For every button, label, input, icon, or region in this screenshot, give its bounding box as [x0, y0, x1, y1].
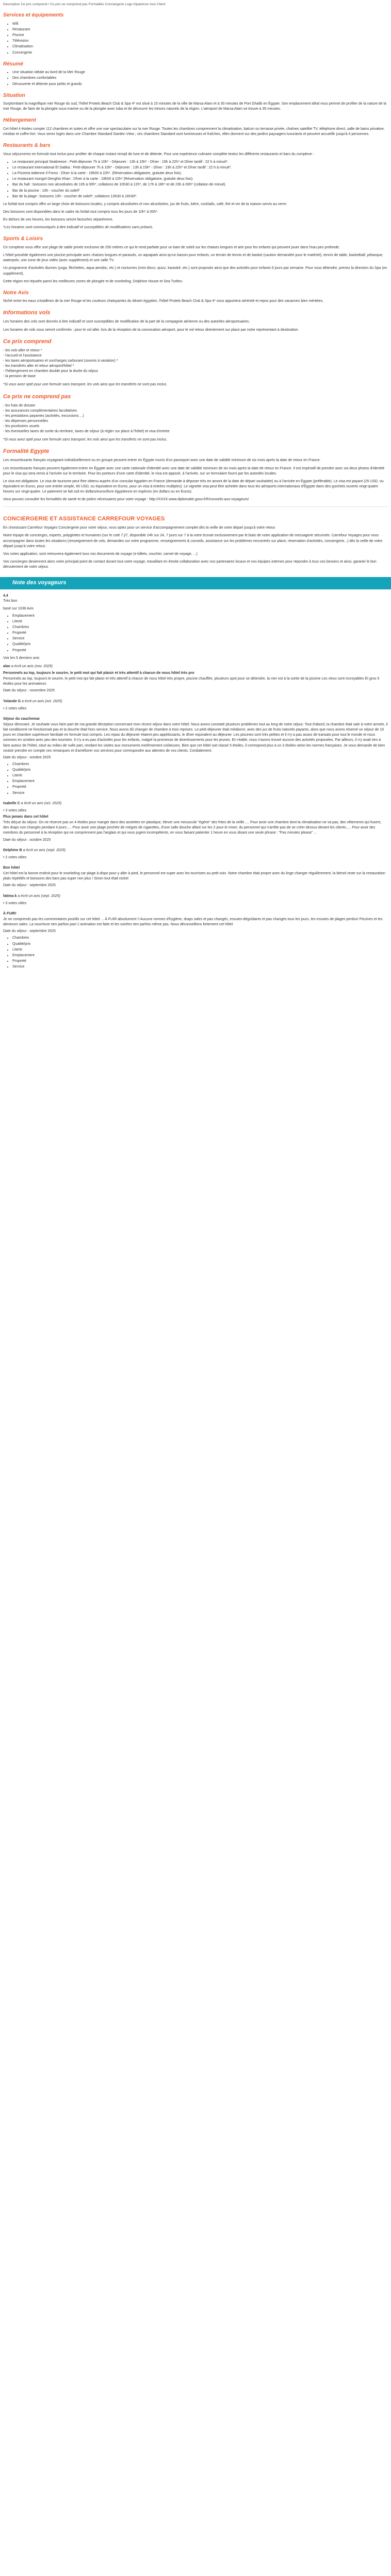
list-item: • Concergerie — [12, 50, 388, 56]
list-item: • Chambres — [12, 762, 388, 767]
ce-prix-note: *Si vous avez opté pour une formule sans transport, les vols ainsi que les transferts ne sont pas inclus. — [3, 383, 168, 387]
review-item — [3, 717, 388, 796]
top-anchor-nav[interactable]: Description Ce prix comprend / Ce prix ne comprend pas Formalités Conciergerie Logo tripadvisor Avis Client — [3, 3, 166, 6]
ce-prix-comprend-title: Ce prix comprend — [3, 338, 52, 345]
list-item: • Le restaurant international El Dabka : Petit-déjeuner 7h à 10h* - Déjeuner : 13h à 15h* - Dîner : 19h à 22h* et Dîner tardif : 22 h à minuit*. — [12, 165, 388, 171]
rating-count: basé sur 1036 Avis — [3, 606, 34, 611]
situation-title: Situation — [3, 92, 25, 98]
ne-comprend-pas-note: *Si vous avez opté pour une formule sans transport, les vols ainsi que les transferts ne sont pas inclus. — [3, 438, 168, 442]
review-author-line — [3, 664, 388, 669]
list-item: • Literie — [12, 773, 388, 778]
review-helpful-votes: • 3 votes utiles — [3, 808, 27, 812]
formalite-paragraph: Les ressortissants français peuvent également entrer en Égypte avec une carte nationale d'identité avec une date de validité minimum de six mois après la date de retour en France. Il est impératif de prendre avec soi deux photos d'identité pour le visa qui sera remis à l'arrivée sur le territoire. Pour les porteurs d'une carte d'identité, le visa est apposé, à l'arrivée, sur un formulaire fourni par les autorités locales. — [3, 466, 385, 476]
review-author: Delphine B — [3, 848, 22, 852]
hebergement-text: Cet hôtel 4 étoiles compte 112 chambres et suites et offre une vue spectaculaire sur la mer Rouge. Toutes les chambres comprennent la climatisation, balcon ou terrasse privée, chaînes satellite TV, téléphone direct, salle de bains privative, minibar et coffre-fort. Vous serez logés dans une Chambre Standard Garden View ; ces chambres Standard sont lumineuses et fraîches, elles donnent sur des jardins paysagers luxuriants et peuvent accueillir jusqu'à 4 personnes. — [3, 127, 385, 137]
review-title: Séjour du cauchemar — [3, 717, 40, 721]
list-item: • Une situation idéale au bord de la Mer Rouge — [12, 70, 388, 75]
restaurants-intro: Vous séjournerez en formule tout inclus pour profiter de chaque instant rempli de luxe et de détente. Pour une expérience culinaire complète testez les différents restaurants et bars du complexe : — [3, 152, 314, 156]
list-item: • Qualité/prix — [12, 642, 388, 647]
list-item: • Wifi — [12, 22, 388, 27]
conciergerie-paragraph: Vos notes application, sont retrouvera également tous vos documents de voyage (e-billets, voucher, carnet de voyage, ...) — [3, 552, 198, 556]
rating-summary — [3, 594, 388, 661]
ne-comprend-pas-title: Ce prix ne comprend pas — [3, 393, 71, 400]
list-item: • Propreté — [12, 785, 388, 790]
hebergement-title: Hébergement — [3, 117, 36, 124]
divider — [3, 506, 388, 507]
list-item: - les dépenses personnelles — [3, 419, 48, 423]
restaurants-paragraph: Des boissons sont disponibles dans le cadre du forfait tout compris tous les jours de 10h* à 00h*. — [3, 210, 158, 214]
conciergerie-paragraph: En choisissant Carrefour Voyages Conciergerie pour votre séjour, vous optez pour un service d'accompagnement complet dès la veille de votre départ jusqu'à votre retour. — [3, 526, 276, 530]
review-item — [3, 848, 388, 860]
list-item: • Le restaurant principal Seabreeze : Petit-déjeuner 7h à 10h* - Déjeuner : 13h à 15h* - Dîner : 19h à 22h* et Dîner tardif : 22 h à minuit*. — [12, 160, 388, 165]
list-item: • Emplacement — [12, 614, 388, 619]
review-item — [3, 866, 388, 889]
list-item: • Des chambres confortables — [12, 76, 388, 81]
review-author-line — [3, 699, 388, 704]
list-item: • Piscine — [12, 33, 388, 38]
review-title: À FUIR! — [3, 911, 17, 916]
review-item — [3, 699, 388, 711]
list-item: • Emplacement — [12, 779, 388, 784]
rating-score: 4,4 — [3, 594, 8, 598]
conciergerie-title: CONCIERGERIE ET ASSISTANCE CARREFOUR VOYAGES — [3, 516, 165, 522]
sports-paragraph: L'hôtel possède également une piscine principale avec chaises longues et parasols, un aquapark ainsi qu'un bassin pour enfants, un terrain de tennis et de basket (caution demandée pour le matériel), tennis de table, basketball, pétanque, waterpolo, une zone de jeux vidéo (avec supplément) et une salle TV. — [3, 253, 383, 263]
review-stay-date: Date du séjour : septembre 2025 — [3, 884, 56, 888]
review-helpful-votes: • 2 votes utiles — [3, 706, 27, 710]
infos-vols-title: Informations vols — [3, 310, 51, 316]
list-item: - les frais de dossier — [3, 403, 36, 408]
infos-vols-paragraph: Les horaires de vols vous seront confirmés : pour le vol aller, lors de la réception de la convocation aéroport, pour le vol retour directement sur place par notre représentant à destination. — [3, 328, 299, 332]
list-item: • Service — [12, 791, 388, 796]
ne-comprend-pas-list — [3, 403, 388, 435]
reviews-banner: Note des voyageurs — [0, 577, 391, 589]
review-stay-date: Date du séjour : octobre 2025 — [3, 838, 51, 842]
page-root — [0, 0, 391, 985]
list-item: • Restaurant — [12, 27, 388, 32]
rating-label: Très bon — [3, 599, 18, 603]
restaurants-paragraph: Le forfait tout compris offre un large choix de boissons locales, y compris alcoolisées et non alcoolisées, jus de fruits, bière, cocktails, café, thé et vin de la maison servis au verre. — [3, 202, 287, 206]
review-body: Cet hôtel est la bonne endroit pour le snorkeling car plage à dispo pour y aller à pied, le personnel est super avec les tourristes au petit soin. Notre chambre était propre avec du linge changer régulièrement, la bémol reste sur la restauration plats répétitifs et boissons des bars pas super non plus ! Sinon tout était nickel — [3, 872, 385, 881]
list-item: • Chambres — [12, 936, 388, 941]
review-meta: a écrit un avis (sept. 2025) — [22, 848, 66, 852]
list-item: • Télévision — [12, 39, 388, 44]
list-item: • Service — [12, 636, 388, 641]
list-item: • Literie — [12, 947, 388, 953]
review-title: Bon hôtel — [3, 866, 20, 870]
reviews-count-link[interactable]: Voir les 5 derniers avis — [3, 656, 40, 660]
list-item: • Propreté — [12, 631, 388, 636]
list-item: • Literie — [12, 619, 388, 624]
review-author-line — [3, 894, 388, 899]
review-helpful-votes: • 2 votes utiles — [3, 855, 27, 859]
review-stay-date: Date du séjour : septembre 2025 — [3, 929, 56, 934]
list-item: • Climatisation — [12, 44, 388, 49]
sports-paragraph: Cette région est réputée parmi les meilleures zones de plongée et de snorkeling, Dolphine House et Sea Turtles. — [3, 279, 183, 283]
list-item: - l'hébergement en chambre double pour la durée du séjour — [3, 369, 99, 374]
sports-paragraph: Un programme d'activités diurnes (yoga, fléchettes, aqua aerobic, etc.) et nocturnes (mini disco, quizz, karaoké, etc.) sont proposés ainsi que des activités pour enfants 6 jours par semaine. Pour vous détendre, prenez la direction du Spa (en supplément). — [3, 266, 387, 276]
list-item: • Chambres — [12, 625, 388, 630]
sports-paragraph: Ce complexe vous offre une plage de sable privée exclusive de 250 mètres ce qui le rend parfaite pour un bain de soleil sur les chaises longues et aire pour les enfants qui peuvent jouer dans l'eau peu profonde. — [3, 245, 340, 249]
rating-criteria-list — [3, 614, 388, 653]
review-title: Plus jamais dans cet hôtel — [3, 815, 48, 819]
list-item: • Propreté — [12, 648, 388, 653]
review-criteria-list — [3, 762, 388, 796]
restaurants-title: Restaurants & bars — [3, 143, 51, 149]
list-item: - les transferts aller et retour aéroport/hôtel * — [3, 364, 74, 368]
formalite-paragraph[interactable]: Vous pouvez consulter les formalités de santé et de police nécessaires pour votre voyage : http://XXXX.www.diplomatie.gouv.fr/fr/conseils-aux-voyageurs/ — [3, 498, 249, 502]
formalite-paragraph: Les ressortissants français voyageant individuellement ou en groupe peuvent entrer en Égypte munis d'un passeport avec une date de validité minimum de six mois après la date de retour en France. — [3, 459, 321, 463]
list-item: • Qualité/prix — [12, 942, 388, 947]
review-stay-date: Date du séjour : octobre 2025 — [3, 755, 51, 759]
sports-title: Sports & Loisirs — [3, 236, 43, 242]
reviews-list — [3, 664, 388, 970]
list-item: • Le restaurant mongol Genghis Khan : Dîner à la carte : 19h00 à 22h* (Réservation obligatoire, gratuite deux fois). — [12, 177, 388, 182]
situation-text: Surplombant la magnifique mer Rouge du sud, l'hôtel Protels Beach Club & Spa 4* est situé à 15 minutes de la ville de Marsa Alam et à 30 minutes de Port Ghalib en Égypte. Son emplacement idéal vous permet de profiter de la nature de la mer Rouge, de faire de la plongée sous-marine ou de la plongée avec tuba et de découvrir les trésors naturels de la région. L'aéroport de Marsa Alam se trouve à 35 minutes. — [3, 102, 386, 111]
list-item: - les taxes aéroportuaires et surcharges carburant (soumis à variation) * — [3, 359, 118, 363]
list-item: • Emplacement — [12, 953, 388, 958]
list-item: • Bar de la piscine : 10h - coucher du soleil* — [12, 189, 388, 194]
review-body: Très déçue du séjour. On ne réserve pas un 4 étoiles pour manger dans des assiettes en plastique, élever une minuscule "égérie" des frites de la veille..... Pour avoir une chambre dont la climatisation ne va pas, des vêtements qui fusent, des draps non changés pendant 4 jours..... Pour avoir une plage jonchée de mégots de cigarettes, d'une salle douche allant sur les 2 pour le mixer, du personnel qui n'arrête pas de se créer dessus devant les clients..... Pour avoir des membres du personnel à la réception qui ne comprennent pas l'anglais et qui vous jugent incompétents, en vous faisant patienter 1 heure en vous disant une seule phrase : "Pas minutes please" ... — [3, 821, 382, 835]
review-body: Je ne comprends pas les commentaires positifs sur cet hôtel ... À FUIR absolument !! Aucune normes d'hygiène, draps sales et pas changés, essuies-dégoûtants et pas changés tous les jours, les essuies de plages perdus! Piscines et les alentours sales. La nourriture rien parfois pas! L'animation est faite et les soirées rien parfois même pas. Nous déconseillons fortement cet hôtel — [3, 918, 383, 927]
infos-vols-paragraph: Les horaires des vols sont donnés à titre indicatif et sont susceptibles de modification de la part de la compagnie aérienne ou des autorités aéroportuaires. — [3, 320, 250, 324]
list-item: • Service — [12, 964, 388, 970]
review-author: Isabelle C — [3, 801, 20, 805]
list-item: • Découverte et détente pour petits et grands — [12, 82, 388, 87]
review-meta: a écrit un avis (oct. 2025) — [20, 801, 62, 805]
list-item: - les éventuelles taxes de sortie du territoire, taxes de séjour (à régler sur place à l'hôtel) et visa d'entrée — [3, 430, 170, 434]
resume-list — [3, 70, 388, 87]
formalite-title: Formalité Egypte — [3, 448, 50, 455]
review-criteria-list — [3, 936, 388, 970]
review-author-line — [3, 801, 388, 806]
review-meta: a écrit un avis (oct. 2025) — [21, 699, 62, 703]
notre-avis-title: Notre Avis — [3, 290, 29, 296]
review-body: Personnels au top, toujours le sourire, le petit mot qui fait plaisir et très attentif à chacun de nous hôtel très propre, piscine chauffée, plusieurs spot pour se détendre, la mer est à la sortie de la piscine Les vieux sont incroyables Et gros 5 étoiles pour les animateurs — [3, 677, 380, 686]
list-item: - la pension de base — [3, 375, 36, 379]
review-item — [3, 664, 388, 694]
review-author: fatima k — [3, 894, 17, 898]
review-item — [3, 911, 388, 970]
services-list — [3, 22, 388, 56]
list-item: • Qualité/prix — [12, 768, 388, 773]
review-title: Personnels au top, toujours le sourire, le petit mot qui fait plaisir et très attentif à chacun de nous hôtel très pro — [3, 671, 194, 675]
restaurants-note: *Les horaires sont communiqués à titre indicatif et susceptibles de modifications sans préavis. — [3, 226, 154, 230]
list-item: - les vols aller et retour * — [3, 348, 42, 352]
review-body: Séjour décevant. Je souhaite vous faire part de ma grande déception concernant mon récent séjour dans votre hôtel. Nous avons constaté plusieurs problèmes tout au long de notre séjour. Tout d'abord, la chambre était sale à notre arrivée, il fait conditionné ne fonctionnait pas et la douche était hors service. Nous avons dû changer de chambre à trois reprises. Le petit déjeuner était médiocre, avec des jus de fruits naturels payants, alors que nous avons réservé un séjour de 10 jours en chambre supérieure familiale en formule tout compris. Les repas du déjeuner étaient peu appétissants, le dîner equivalent au déjeuner. Les piscines sont très petites et il n'y a pas assez de transats pour tout le monde et nous sommes en octobre avec peu des touristes. Il n'y a eu pas d'activités pour les enfants, malgré la promesse de divertissements pour les jeunes. En réalité, nous n'avons trouvé aucune des activités proposées. Par ailleurs, il n'y avait rien à faire autour de l'hôtel, situé au milieu de nulle part, rendant les visites aux monuments extrêmement coûteuses. Bien que cet hôtel soit classé 5 étoiles, il correspond plus à un 3 étoiles selon les normes françaises. Je vous demande de bien vouloir prendre en compte ces remarques et d'améliorer vos services pour correspondre aux attentes de vos clients. Cordialement. — [3, 722, 388, 753]
restaurants-paragraph: En dehors de ces heures, les boissons seront facturées séparément. — [3, 218, 113, 222]
list-item: - les pourboires usuels — [3, 425, 40, 429]
review-helpful-votes: • 3 votes utiles — [3, 901, 27, 905]
resume-title: Résumé — [3, 61, 23, 67]
review-meta: a écrit un avis (sept. 2025) — [17, 894, 60, 898]
conciergerie-paragraph: Notre équipe de concierges, experts, polyglottes et humaines (sur le coté 7 j/7, disponible 24h sur 24, 7 jours sur 7 à la votre écoute exclusivement par le biais de notre application de messagerie sécurisée. Carrefour Voyages pour vous accompagner dans toutes les situations (renseignement de vols, demandes sur votre programme, renseignements & conseils, assistance sur les problèmes rencontrés sur place, réservation d'activités, conciergerie...) dès la veille de votre départ jusqu'à votre retour. — [3, 534, 383, 548]
services-title: Services et équipements — [3, 12, 64, 19]
ce-prix-comprend-list — [3, 348, 388, 380]
restaurants-list — [3, 160, 388, 199]
review-meta: a écrit un avis (nov. 2025) — [10, 664, 53, 668]
list-item: • Bar du hall : boissons non alcoolisées de 10h à 00h*, collations de 10h30 à 12h*, de 17h à 18h* et de 23h à 00h* (collation de minuit). — [12, 182, 388, 188]
list-item: • Bar de la plage : boissons 10h - coucher de soleil*, collations 13h30 à 16h30*. — [12, 194, 388, 199]
list-item: • La Pizzeria italienne Il Forno : Dîner à la carte : 19h00 à 22h*. (Réservation obligatoire, gratuite deux fois). — [12, 171, 388, 176]
list-item: - les prestations payantes (activités, excursions ...) — [3, 414, 84, 418]
conciergerie-paragraph: Vos concierges deviennent alors votre principal point de contact durant tout votre voyage, travaillant en étroite collaboration avec nos partenaires locaux et nos équipes internes pour répondre à tous vos besoins et ainsi, garantir le bon déroulement de votre séjour. — [3, 560, 377, 569]
list-item: • Propreté — [12, 959, 388, 964]
formalite-paragraph: Le visa est obligatoire. Le visa de tourisme peut être obtenu auprès d'un consulat égyptien en France (demande à déposer très en amont de la date de départ souhaitée) ou à l'arrivée en Égypte (préférable). Le visa est payant (25 USD, ou équivalent en Euros, pour une entrée simple, 60 USD, ou équivalent en Euros, pour un visa à entrées multiples). Le vignette visa peut être achetée dans tous les aéroports internationaux d'Égypte dans des guichets ouverts vingt-quatre heures sur vingt-quatre. Le paiement se fait soit en dollars/euros/livre égyptienne en espèces (en dollars ou en Euros). — [3, 479, 384, 494]
review-author-line — [3, 848, 388, 853]
list-item: - l'accueil et l'assistance — [3, 353, 42, 358]
list-item: - les assurances complémentaires facultatives — [3, 409, 77, 413]
notre-avis-text: Niché entre les eaux cristallines de la mer Rouge et les couleurs chatoyantes du désert égyptien, l'hôtel Protels Beach Club & Spa 4* vous apportera sérénité et repos pour des vacances bien méritées. — [3, 299, 324, 303]
review-author: Yolande G — [3, 699, 21, 703]
review-item — [3, 801, 388, 843]
review-item — [3, 894, 388, 906]
review-author: alan — [3, 664, 11, 668]
review-stay-date: Date du séjour : novembre 2025 — [3, 689, 55, 693]
